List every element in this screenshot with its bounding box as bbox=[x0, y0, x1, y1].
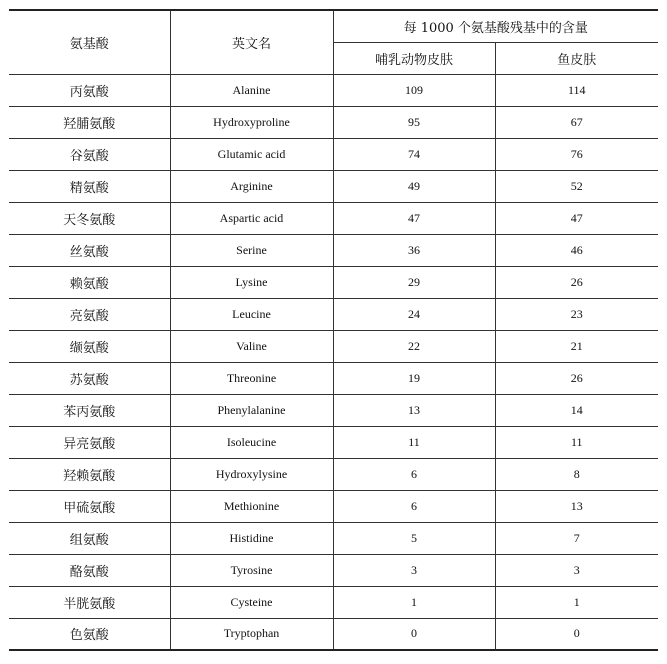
cell-fish-skin: 52 bbox=[495, 170, 658, 202]
cell-amino-acid: 苯丙氨酸 bbox=[9, 394, 170, 426]
cell-mammal-skin: 29 bbox=[333, 266, 495, 298]
table-row bbox=[9, 586, 658, 618]
table-row bbox=[9, 330, 658, 362]
cell-mammal-skin: 3 bbox=[333, 554, 495, 586]
cell-fish-skin: 21 bbox=[495, 330, 658, 362]
cell-amino-acid: 羟赖氨酸 bbox=[9, 458, 170, 490]
cell-amino-acid: 羟脯氨酸 bbox=[9, 106, 170, 138]
cell-english-name: Hydroxylysine bbox=[170, 458, 333, 490]
table-row bbox=[9, 490, 658, 522]
cell-fish-skin: 26 bbox=[495, 362, 658, 394]
cell-fish-skin: 11 bbox=[495, 426, 658, 458]
cell-amino-acid: 赖氨酸 bbox=[9, 266, 170, 298]
cell-fish-skin: 76 bbox=[495, 138, 658, 170]
cell-mammal-skin: 11 bbox=[333, 426, 495, 458]
header-content-group: 每 1000 个氨基酸残基中的含量 bbox=[333, 10, 658, 42]
amino-acid-table bbox=[9, 9, 658, 651]
cell-english-name: Aspartic acid bbox=[170, 202, 333, 234]
cell-english-name: Phenylalanine bbox=[170, 394, 333, 426]
cell-fish-skin: 8 bbox=[495, 458, 658, 490]
cell-fish-skin: 0 bbox=[573, 626, 580, 641]
cell-mammal-skin: 49 bbox=[333, 170, 495, 202]
header-amino-acid: 氨基酸 bbox=[9, 10, 170, 74]
cell-mammal-skin: 36 bbox=[333, 234, 495, 266]
cell-amino-acid: 异亮氨酸 bbox=[9, 426, 170, 458]
table-row bbox=[9, 522, 658, 554]
cell-english-name: Lysine bbox=[170, 266, 333, 298]
cell-fish-skin: 1 bbox=[495, 586, 658, 618]
table-row bbox=[9, 170, 658, 202]
cell-mammal-skin: 6 bbox=[333, 458, 495, 490]
cell-english-name: Tyrosine bbox=[170, 554, 333, 586]
table-row bbox=[9, 458, 658, 490]
table-row bbox=[9, 554, 658, 586]
cell-english-name: Serine bbox=[170, 234, 333, 266]
cell-fish-skin: 23 bbox=[495, 298, 658, 330]
cell-mammal-skin: 19 bbox=[333, 362, 495, 394]
cell-amino-acid: 丝氨酸 bbox=[9, 234, 170, 266]
table-row bbox=[9, 394, 658, 426]
cell-fish-skin: 7 bbox=[495, 522, 658, 554]
table-row bbox=[9, 106, 658, 138]
cell-english-name: Isoleucine bbox=[170, 426, 333, 458]
cell-mammal-skin: 13 bbox=[333, 394, 495, 426]
cell-amino-acid: 缬氨酸 bbox=[9, 330, 170, 362]
table-row bbox=[9, 426, 658, 458]
cell-mammal-skin: 22 bbox=[333, 330, 495, 362]
cell-english-name: Glutamic acid bbox=[170, 138, 333, 170]
table-row bbox=[9, 266, 658, 298]
cell-fish-skin: 14 bbox=[495, 394, 658, 426]
cell-english-name: Methionine bbox=[170, 490, 333, 522]
cell-amino-acid: 甲硫氨酸 bbox=[9, 490, 170, 522]
header-fish-skin: 鱼皮肤 bbox=[495, 42, 658, 74]
table-body bbox=[9, 74, 658, 650]
cell-english-name: Leucine bbox=[170, 298, 333, 330]
table-row bbox=[9, 202, 658, 234]
cell-mammal-skin: 24 bbox=[333, 298, 495, 330]
cell-fish-skin: 3 bbox=[495, 554, 658, 586]
cell-mammal-skin: 95 bbox=[333, 106, 495, 138]
cell-amino-acid: 谷氨酸 bbox=[9, 138, 170, 170]
cell-amino-acid: 色氨酸 bbox=[9, 618, 170, 650]
cell-english-name: Valine bbox=[170, 330, 333, 362]
cell-amino-acid: 亮氨酸 bbox=[9, 298, 170, 330]
cell-mammal-skin: 0 bbox=[333, 618, 495, 650]
table-row bbox=[9, 138, 658, 170]
cell-mammal-skin: 6 bbox=[333, 490, 495, 522]
table-row bbox=[9, 298, 658, 330]
cell-amino-acid: 丙氨酸 bbox=[9, 74, 170, 106]
cell-mammal-skin: 74 bbox=[333, 138, 495, 170]
header-english-name: 英文名 bbox=[170, 10, 333, 74]
table-row bbox=[9, 234, 658, 266]
table-row bbox=[9, 362, 658, 394]
cell-english-name: Hydroxyproline bbox=[170, 106, 333, 138]
cell-amino-acid: 半胱氨酸 bbox=[9, 586, 170, 618]
cell-english-name: Histidine bbox=[170, 522, 333, 554]
table-row bbox=[9, 618, 658, 650]
cell-fish-skin: 114 bbox=[495, 74, 658, 106]
cell-amino-acid: 酪氨酸 bbox=[9, 554, 170, 586]
cell-fish-skin: 47 bbox=[495, 202, 658, 234]
cell-amino-acid: 组氨酸 bbox=[9, 522, 170, 554]
cell-english-name: Threonine bbox=[170, 362, 333, 394]
cell-english-name: Cysteine bbox=[170, 586, 333, 618]
cell-fish-skin: 46 bbox=[495, 234, 658, 266]
cell-amino-acid: 精氨酸 bbox=[9, 170, 170, 202]
header-mammal-skin: 哺乳动物皮肤 bbox=[333, 42, 495, 74]
table-row bbox=[9, 74, 658, 106]
cell-english-name: Arginine bbox=[170, 170, 333, 202]
cell-mammal-skin: 109 bbox=[333, 74, 495, 106]
cell-english-name: Tryptophan bbox=[170, 618, 333, 650]
cell-fish-skin: 67 bbox=[495, 106, 658, 138]
cell-mammal-skin: 47 bbox=[333, 202, 495, 234]
cell-english-name: Alanine bbox=[170, 74, 333, 106]
cell-amino-acid: 苏氨酸 bbox=[9, 362, 170, 394]
cell-mammal-skin: 1 bbox=[333, 586, 495, 618]
cell-amino-acid: 天冬氨酸 bbox=[9, 202, 170, 234]
cell-fish-skin: 26 bbox=[495, 266, 658, 298]
cell-mammal-skin: 5 bbox=[333, 522, 495, 554]
cell-fish-skin: 13 bbox=[495, 490, 658, 522]
